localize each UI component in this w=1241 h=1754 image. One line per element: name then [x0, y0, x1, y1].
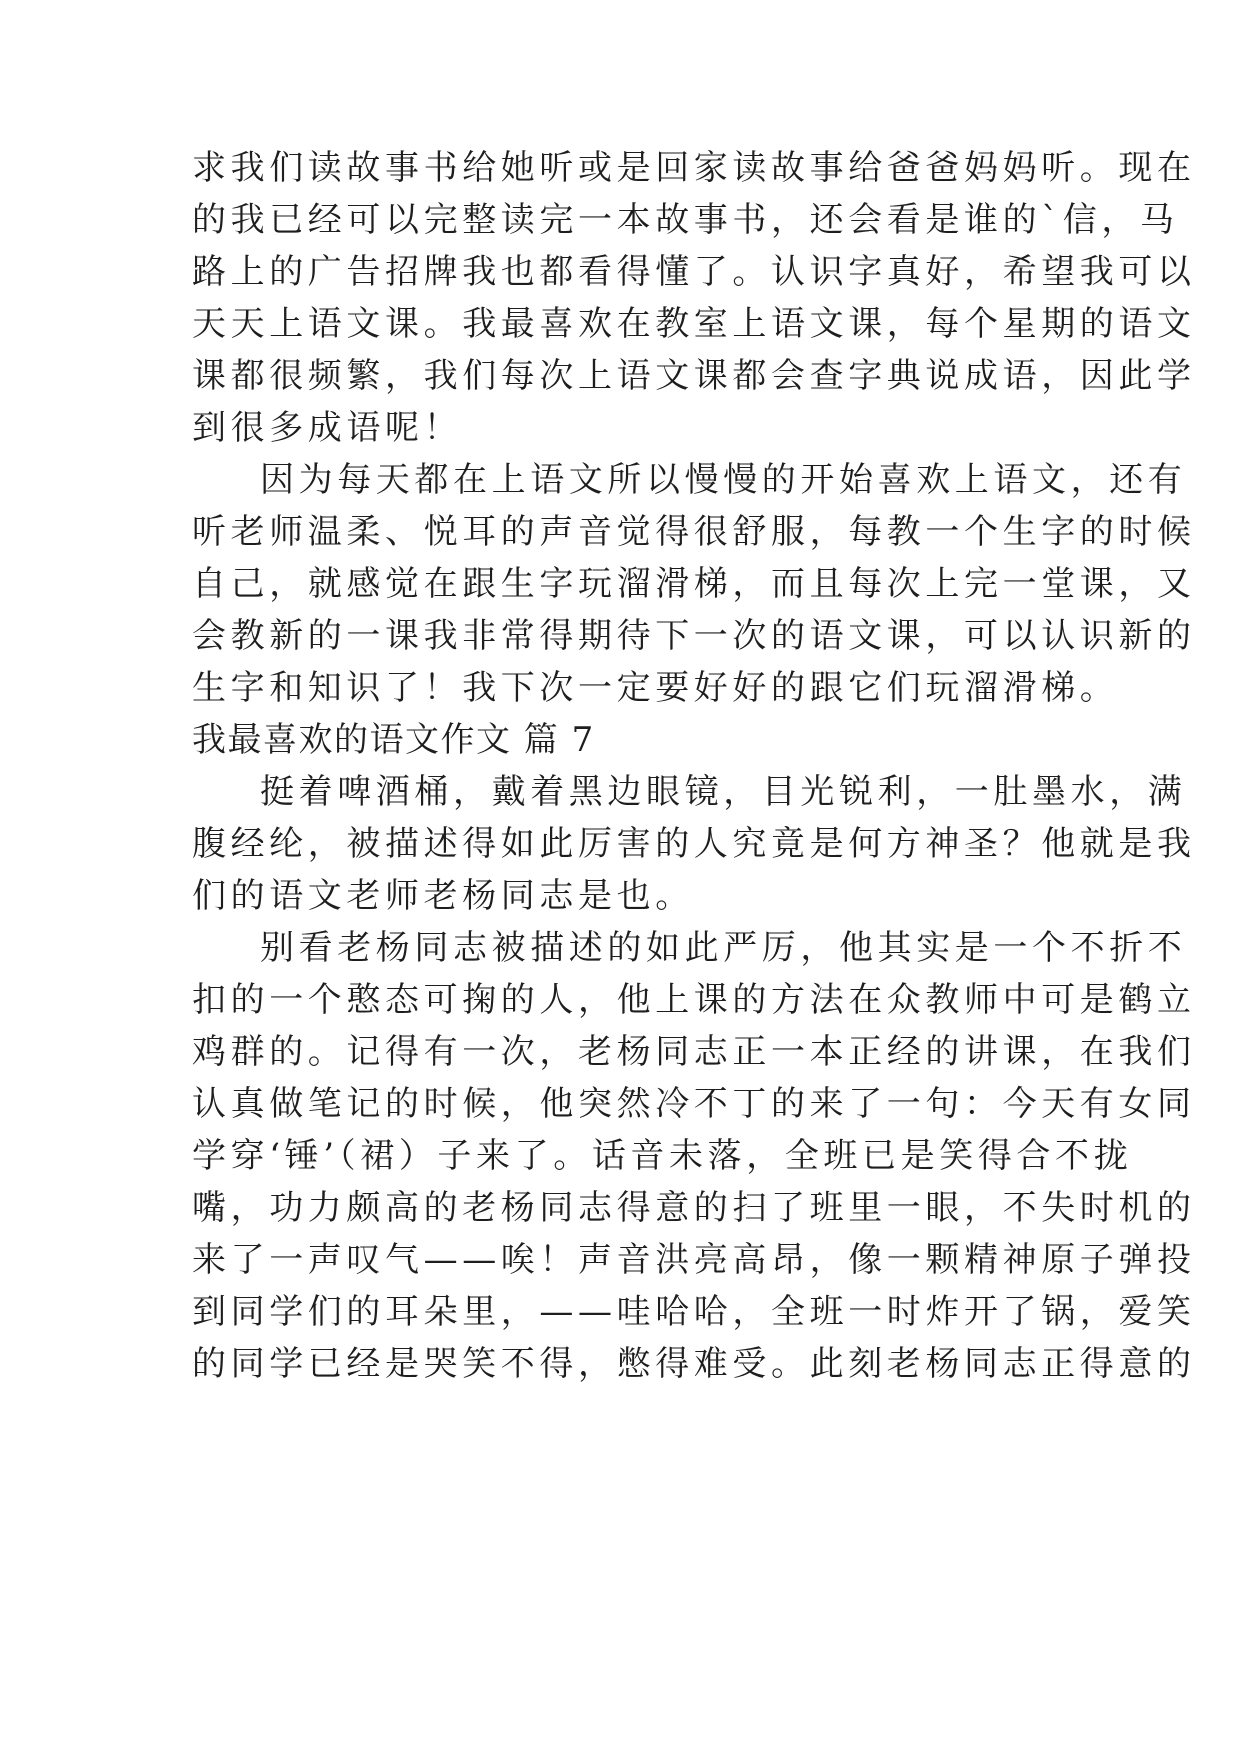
text-line: 课都很频繁，我们每次上语文课都会查字典说成语，因此学 [192, 356, 1196, 396]
text-line: 路上的广告招牌我也都看得懂了。认识字真好，希望我可以 [192, 252, 1196, 292]
text-line: 到很多成语呢！ [192, 408, 463, 448]
section-heading: 我最喜欢的语文作文 篇 7 [192, 720, 595, 760]
text-line: 嘴，功力颇高的老杨同志得意的扫了班里一眼，不失时机的 [192, 1188, 1196, 1228]
paragraph-first-line: 因为每天都在上语文所以慢慢的开始喜欢上语文，还有 [260, 460, 1187, 500]
text-line: 求我们读故事书给她听或是回家读故事给爸爸妈妈听。现在 [192, 148, 1196, 188]
text-line: 生字和知识了！我下次一定要好好的跟它们玩溜滑梯。 [192, 668, 1119, 708]
text-line: 腹经纶，被描述得如此厉害的人究竟是何方神圣？他就是我 [192, 824, 1196, 864]
text-line: 自己，就感觉在跟生字玩溜滑梯，而且每次上完一堂课，又 [192, 564, 1196, 604]
text-line: 的同学已经是哭笑不得，憋得难受。此刻老杨同志正得意的 [192, 1344, 1196, 1384]
text-line: 天天上语文课。我最喜欢在教室上语文课，每个星期的语文 [192, 304, 1196, 344]
paragraph-first-line: 别看老杨同志被描述的如此严厉，他其实是一个不折不 [260, 928, 1187, 968]
paragraph-first-line: 挺着啤酒桶，戴着黑边眼镜，目光锐利，一肚墨水，满 [260, 772, 1187, 812]
text-line: 听老师温柔、悦耳的声音觉得很舒服，每教一个生字的时候 [192, 512, 1196, 552]
text-line: 会教新的一课我非常得期待下一次的语文课，可以认识新的 [192, 616, 1196, 656]
text-line: 来了一声叹气——唉！声音洪亮高昂，像一颗精神原子弹投 [192, 1240, 1196, 1280]
text-line: 扣的一个憨态可掬的人，他上课的方法在众教师中可是鹤立 [192, 980, 1196, 1020]
text-line: 到同学们的耳朵里，——哇哈哈，全班一时炸开了锅，爱笑 [192, 1292, 1196, 1332]
text-line: 的我已经可以完整读完一本故事书，还会看是谁的`信，马 [192, 200, 1179, 240]
text-line: 们的语文老师老杨同志是也。 [192, 876, 694, 916]
text-line: 认真做笔记的时候，他突然冷不丁的来了一句：今天有女同 [192, 1084, 1196, 1124]
text-line: 学穿‘锤’（裙）子来了。话音未落，全班已是笑得合不拢 [192, 1136, 1133, 1176]
text-line: 鸡群的。记得有一次，老杨同志正一本正经的讲课，在我们 [192, 1032, 1196, 1072]
